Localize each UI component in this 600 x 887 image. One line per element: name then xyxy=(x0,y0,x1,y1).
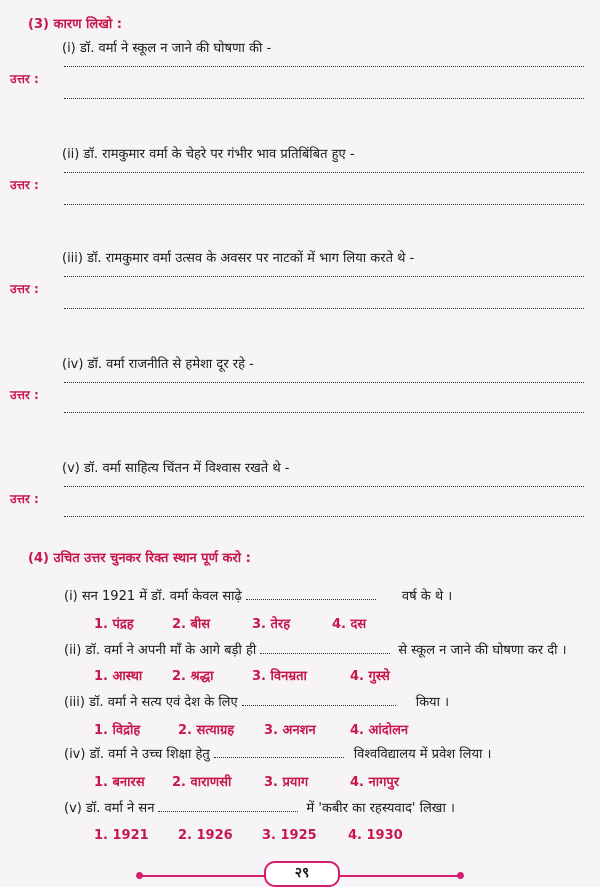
option-5-1[interactable]: 1. 1921 xyxy=(94,828,149,843)
option-2-2[interactable]: 2. श्रद्धा xyxy=(172,669,214,684)
blank-1[interactable] xyxy=(246,598,376,600)
reason-question-2: (ii) डॉ. रामकुमार वर्मा के चेहरे पर गंभीर भाव प्रतिबिंबित हुए - xyxy=(62,147,355,162)
blank-2[interactable] xyxy=(260,652,390,654)
answer-label-5: उत्तर : xyxy=(10,492,39,506)
fill-question-4 xyxy=(64,744,491,762)
answer-line-5a[interactable] xyxy=(64,486,584,487)
answer-label-2: उत्तर : xyxy=(10,178,39,192)
option-4-4[interactable]: 4. नागपुर xyxy=(350,775,400,790)
fill-question-2-after: से स्कूल न जाने की घोषणा कर दी । xyxy=(398,643,567,658)
answer-line-4b[interactable] xyxy=(64,412,584,413)
answer-line-4a[interactable] xyxy=(64,382,584,383)
option-1-1[interactable]: 1. पंद्रह xyxy=(94,617,134,632)
option-2-3[interactable]: 3. विनम्रता xyxy=(252,669,307,684)
section-4-title: (4) उचित उत्तर चुनकर रिक्त स्थान पूर्ण करो : xyxy=(28,551,251,566)
option-2-4[interactable]: 4. गुस्से xyxy=(350,669,390,684)
option-3-1[interactable]: 1. विद्रोह xyxy=(94,723,141,738)
fill-question-3-before: (iii) डॉ. वर्मा ने सत्य एवं देश के लिए xyxy=(64,695,238,710)
option-5-4[interactable]: 4. 1930 xyxy=(348,828,403,843)
option-1-2[interactable]: 2. बीस xyxy=(172,617,211,632)
answer-line-1a[interactable] xyxy=(64,66,584,67)
fill-question-4-after: विश्वविद्यालय में प्रवेश लिया । xyxy=(353,747,492,762)
option-4-1[interactable]: 1. बनारस xyxy=(94,775,145,790)
answer-label-3: उत्तर : xyxy=(10,282,39,296)
answer-line-1b[interactable] xyxy=(64,98,584,99)
fill-question-3-after: किया । xyxy=(415,695,450,710)
answer-line-3a[interactable] xyxy=(64,276,584,277)
answer-label-1: उत्तर : xyxy=(10,72,39,86)
option-4-3[interactable]: 3. प्रयाग xyxy=(264,775,309,790)
answer-line-3b[interactable] xyxy=(64,308,584,309)
fill-question-1-after: वर्ष के थे । xyxy=(401,589,453,604)
fill-question-4-before: (iv) डॉ. वर्मा ने उच्च शिक्षा हेतु xyxy=(64,747,210,762)
fill-question-5-after: में 'कबीर का रहस्यवाद' लिखा । xyxy=(306,801,455,816)
answer-line-5b[interactable] xyxy=(64,516,584,517)
reason-question-5: (v) डॉ. वर्मा साहित्य चिंतन में विश्वास रखते थे - xyxy=(62,461,290,476)
option-2-1[interactable]: 1. आस्था xyxy=(94,669,143,684)
reason-question-3: (iii) डॉ. रामकुमार वर्मा उत्सव के अवसर पर नाटकों में भाग लिया करते थे - xyxy=(62,251,415,266)
option-3-2[interactable]: 2. सत्याग्रह xyxy=(178,723,235,738)
fill-question-5-before: (v) डॉ. वर्मा ने सन xyxy=(64,801,155,816)
option-4-2[interactable]: 2. वाराणसी xyxy=(172,775,232,790)
answer-label-4: उत्तर : xyxy=(10,388,39,402)
fill-question-2-before: (ii) डॉ. वर्मा ने अपनी माँ के आगे बड़ी ही xyxy=(64,643,257,658)
fill-question-1 xyxy=(64,586,452,604)
answer-line-2a[interactable] xyxy=(64,172,584,173)
option-5-3[interactable]: 3. 1925 xyxy=(262,828,317,843)
option-3-3[interactable]: 3. अनशन xyxy=(264,723,316,738)
footer-dot-left xyxy=(136,872,143,879)
blank-4[interactable] xyxy=(214,756,344,758)
option-5-2[interactable]: 2. 1926 xyxy=(178,828,233,843)
blank-5[interactable] xyxy=(158,810,298,812)
option-1-4[interactable]: 4. दस xyxy=(332,617,367,632)
fill-question-2 xyxy=(64,640,567,658)
option-1-3[interactable]: 3. तेरह xyxy=(252,617,291,632)
options-4 xyxy=(94,772,399,790)
footer-dot-right xyxy=(457,872,464,879)
options-1 xyxy=(94,614,366,632)
fill-question-1-before: (i) सन 1921 में डॉ. वर्मा केवल साढ़े xyxy=(64,589,242,604)
options-5 xyxy=(94,828,403,843)
section-3-title: (3) कारण लिखो : xyxy=(28,17,122,32)
option-3-4[interactable]: 4. आंदोलन xyxy=(350,723,409,738)
answer-line-2b[interactable] xyxy=(64,204,584,205)
reason-question-1: (i) डॉ. वर्मा ने स्कूल न जाने की घोषणा की - xyxy=(62,41,272,56)
reason-question-4: (iv) डॉ. वर्मा राजनीति से हमेशा दूर रहे - xyxy=(62,357,254,372)
blank-3[interactable] xyxy=(242,704,396,706)
options-2 xyxy=(94,666,390,684)
page-number: २९ xyxy=(264,861,340,887)
fill-question-3 xyxy=(64,692,449,710)
options-3 xyxy=(94,720,408,738)
fill-question-5 xyxy=(64,798,455,816)
